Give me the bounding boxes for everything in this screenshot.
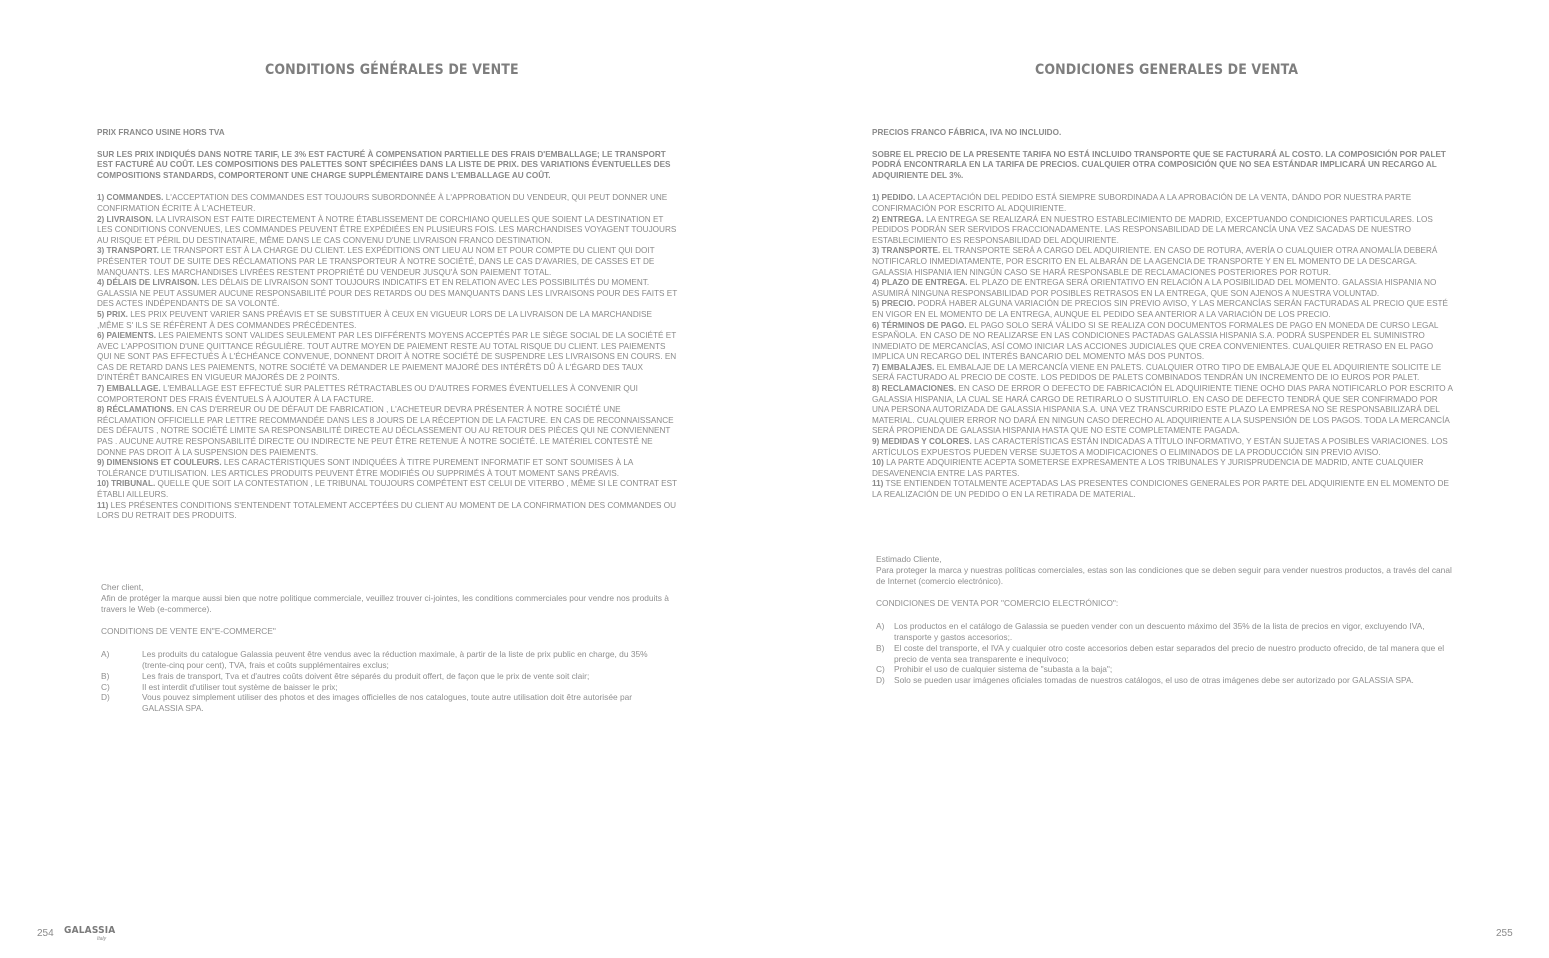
left-page <box>0 0 774 958</box>
clause-text: LES PRÉSENTES CONDITIONS S'ENTENDENT TOTALEMENT ACCEPTÉES DU CLIENT AU MOMENT DE LA CONFIRMATION DES COMMANDES OU LORS DU RETRAIT DES PRODUITS. <box>97 500 677 521</box>
intro-paragraph: SUR LES PRIX INDIQUÉS DANS NOTRE TARIF, LE 3% EST FACTURÉ À COMPENSATION PARTIELLE DES FRAIS D'EMBALLAGE; LE TRANSPORT EST FACTURÉ AU COÛT. LES COMPOSITIONS DES PALETTES SONT SPÉCIFIÉES DANS LA LISTE DE PRIX. DES VARIATIONS ÉVENTUELLES DES COMPOSITIONS STANDARDS, COMPORTERONT UNE CHARGE SUPPLÉMENTAIRE DANS L'EMBALLAGE AU COÛT. <box>97 149 671 180</box>
clause-item <box>872 384 1455 437</box>
ecommerce-section-spanish <box>876 554 1456 686</box>
page-number: 255 <box>1496 928 1513 939</box>
ecommerce-item-letter: A) <box>876 621 885 632</box>
clause-heading: 6) PAIEMENTS. <box>97 331 156 341</box>
clause-text: EN CAS D'ERREUR OU DE DÉFAUT DE FABRICATION , L'ACHETEUR DEVRA PRÉSENTER À NOTRE SOCIÉTÉ UNE RÉCLAMATION OFFICIELLE PAR LETTRE RECOMMANDÉE DANS LES 8 JOURS DE LA RÉCEPTION DE LA FACTURE. EN CAS DE RECONNAISSANCE DES DÉFAUTS , NOTRE SOCIÉTÉ LIMITE SA RESPONSABILITÉ DIRECTE AU DÉCLASSEMENT OU AU RETOUR DES PIÈCES QUI NE CONVIENNENT PAS . AUCUNE AUTRE RESPONSABILITÉ DIRECTE OU INDIRECTE NE PEUT ÊTRE RETENUE À NOTRE SOCIÉTÉ. LE MATÉRIEL CONTESTÉ NE DONNE PAS DROIT À LA SUSPENSION DES PAIEMENTS. <box>97 405 674 457</box>
ecommerce-item <box>101 682 671 693</box>
clause-item <box>872 246 1455 278</box>
clauses-list <box>872 193 1455 500</box>
right-page <box>775 0 1549 958</box>
brand-logo: GALASSIA <box>64 925 116 936</box>
clause-heading: 11) <box>872 479 884 489</box>
clause-item <box>97 479 678 500</box>
clause-text: PODRÁ HABER ALGUNA VARIACIÓN DE PRECIOS SIN PREVIO AVISO, Y LAS MERCANCÍAS SERÁN FACTURADAS AL PRECIO QUE ESTÉ EN VIGOR EN EL MOMENTO DE LA ENTREGA, AUNQUE EL PEDIDO SEA ANTERIOR A LA VARIACIÓN DE LOS PRECIO. <box>872 299 1449 319</box>
clause-text: LES CARACTÉRISTIQUES SONT INDIQUÉES À TITRE PUREMENT INFORMATIF ET SONT SOUMISES À LA TOLÉRANCE D'UTILISATION. LES ARTICLES PRODUITS PEUVENT ÊTRE MODIFIÉS OU SUPPRIMÉS À TOUT MOMENT SANS PRÉAVIS. <box>97 458 633 478</box>
ecommerce-item-text: Les frais de transport, Tva et d'autres coûts doivent être séparés du produit offert, de façon que le prix de vente soit clair; <box>142 670 590 681</box>
clause-heading: 7) EMBALLAGE. <box>97 384 161 394</box>
clause-heading: 11) <box>97 500 109 510</box>
ecommerce-item-text: El coste del transporte, el IVA y cualquier otro coste accesorios deben estar separados del precio de nuestro producto ofrecido, de tal manera que el precio de venta sea transparente e inequívoco; <box>894 642 1445 664</box>
clause-item <box>872 363 1455 384</box>
ecommerce-item-letter: C) <box>876 664 885 675</box>
clause-heading: 8) RÉCLAMATIONS. <box>97 405 175 415</box>
clause-text: LES DÉLAIS DE LIVRAISON SONT TOUJOURS INDICATIFS ET EN RELATION AVEC LES POSSIBILITÉS DU MOMENT. GALASSIA NE PEUT ASSUMER AUCUNE RESPONSABILITÉ POUR DES RETARDS OU DES MANQUANTS DANS LES LIVRAISONS POUR DES FAITS ET DES ACTES INDÉPENDANTS DE SA VOLONTÉ. <box>97 278 678 309</box>
clause-text: LE TRANSPORT EST À LA CHARGE DU CLIENT. LES EXPÉDITIONS ONT LIEU AU NOM ET POUR COMPTE DU CLIENT QUI DOIT PRÉSENTER TOUT DE SUITE DES RÉCLAMATIONS PAR LE TRANSPORTEUR À NOTRE SOCIÉTÉ, DANS LE CAS D'AVARIES, DE CASSES ET DE MANQUANTS. LES MARCHANDISES LIVRÉES RESTENT PROPRIÉTÉ DU VENDEUR JUSQU'À SON PAIEMENT TOTAL. <box>97 246 655 277</box>
terms-block-spanish <box>872 128 1455 501</box>
clause-text: TSE ENTIENDEN TOTALMENTE ACEPTADAS LAS PRESENTES CONDICIONES GENERALES POR PARTE DEL ADQUIRIENTE EN EL MOMENTO DE LA REALIZACIÓN DE UN PEDIDO O EN LA RETIRADA DE MATERIAL. <box>872 479 1449 499</box>
intro-heading: PRIX FRANCO USINE HORS TVA <box>97 128 225 137</box>
clause-text: EL PLAZO DE ENTREGA SERÁ ORIENTATIVO EN RELACIÓN A LA POSIBILIDAD DEL MOMENTO. GALASSIA HISPANIA NO ASUMIRÁ NINGUNA RESPONSABILIDAD POR POSIBLES RETRASOS EN LA ENTREGA, QUE SON AJENOS A NUESTRA VOLUNTAD. <box>872 278 1437 298</box>
clause-item <box>97 501 678 522</box>
clause-text: EL PAGO SOLO SERÁ VÁLIDO SI SE REALIZA CON DOCUMENTOS FORMALES DE PAGO EN MONEDA DE CURSO LEGAL ESPAÑOLA. EN CASO DE NO REALIZARSE EN LAS CONDICIONES PACTADAS GALASSIA HISPANIA S.A. PODRÁ SUSPENDER EL SUMINISTRO INMEDIATO DE MERCANCÍAS, ASÍ COMO INICIAR LAS ACCIONES JUDICIALES QUE CREA CONVENIENTES. CUALQUIER RETRASO EN EL PAGO IMPLICA UN RECARGO DEL INTERÉS BANCARIO DEL MOMENTO MÁS DOS PUNTOS. <box>872 320 1439 362</box>
clause-heading: 5) PRIX. <box>97 309 128 319</box>
clause-item <box>97 405 678 458</box>
ecommerce-item-letter: D) <box>876 675 885 686</box>
ecommerce-item <box>876 675 1456 686</box>
clause-text: L'EMBALLAGE EST EFFECTUÉ SUR PALETTES RÉTRACTABLES OU D'AUTRES FORMES ÉVENTUELLES À CONVENIR QUI COMPORTERONT DES FRAIS ÉVENTUELS À AJOUTER À LA FACTURE. <box>97 384 638 404</box>
ecommerce-item-text: Les produits du catalogue Galassia peuvent être vendus avec la réduction maximale, à partir de la liste de prix public en charge, du 35% (trente-cinq pour cent), TVA, frais et coûts supplémentaires exclus; <box>142 649 648 670</box>
clause-heading: 3) TRANSPORT. <box>97 246 159 256</box>
ecommerce-intro: Afin de protéger la marque aussi bien que notre politique commerciale, veuillez trouver ci-jointes, les conditions commerciales pour vendre nos produits à travers le Web (e-commerce). <box>101 592 669 614</box>
brand-logo-subtitle: Italy <box>97 936 107 942</box>
intro-heading: PRECIOS FRANCO FÁBRICA, IVA NO INCLUIDO. <box>872 128 1062 137</box>
clause-item <box>97 331 678 384</box>
clause-text: LA PARTE ADQUIRIENTE ACEPTA SOMETERSE EXPRESAMENTE A LOS TRIBUNALES Y JURISPRUDENCIA DE MADRID, ANTE CUALQUIER DESAVENENCIA ENTRE LAS PARTES. <box>872 458 1424 478</box>
ecommerce-item-text: Il est interdit d'utiliser tout système de baisser le prix; <box>142 681 338 692</box>
clause-item <box>872 321 1455 363</box>
clause-text: LES PRIX PEUVENT VARIER SANS PRÉAVIS ET SE SUBSTITUER À CEUX EN VIGUEUR LORS DE LA LIVRAISON DE LA MARCHANDISE ,MÊME S' ILS SE RÉFÈRENT À DES COMMANDES PRÉCÉDENTES. <box>97 309 652 330</box>
ecommerce-item-text: Vous pouvez simplement utiliser des photos et des images officielles de nos catalogues, toute autre utilisation doit être autorisée par GALASSIA SPA. <box>142 692 633 714</box>
clause-text: LA LIVRAISON EST FAITE DIRECTEMENT À NOTRE ÉTABLISSEMENT DE CORCHIANO QUELLES QUE SOIENT LA DESTINATION ET LES CONDITIONS CONVENUES, LES COMMANDES PEUVENT ÊTRE EXPÉDIÉES EN PLUSIEURS FOIS. LES MARCHANDISES VOYAGENT TOUJOURS AU RISQUE ET PÉRIL DU DESTINATAIRE, MÊME DANS LE CAS CONVENU D'UNE LIVRAISON FRANCO DESTINATION. <box>97 214 677 245</box>
page-title-french: CONDITIONS GÉNÉRALES DE VENTE <box>265 62 519 78</box>
clause-heading: 8) RECLAMACIONES. <box>872 384 957 394</box>
ecommerce-item <box>876 621 1456 643</box>
clause-item <box>97 278 678 310</box>
ecommerce-item <box>101 649 671 671</box>
clause-item <box>872 215 1455 247</box>
greeting: Estimado Cliente, <box>876 554 942 564</box>
clause-heading: 9) MEDIDAS Y COLORES. <box>872 437 972 447</box>
clause-item <box>872 437 1455 458</box>
clause-heading: 9) DIMENSIONS ET COULEURS. <box>97 458 222 468</box>
clause-item <box>872 193 1455 214</box>
ecommerce-item-letter: B) <box>876 642 885 653</box>
clause-text: L'ACCEPTATION DES COMMANDES EST TOUJOURS SUBORDONNÉE À L'APPROBATION DU VENDEUR, QUI PEUT DONNER UNE CONFIRMATION ÉCRITE À L'ACHETEUR. <box>97 193 668 213</box>
clause-heading: 2) LIVRAISON. <box>97 214 154 224</box>
ecommerce-item-text: Los productos en el catálogo de Galassia se pueden vender con un descuento máximo del 35% de la lista de precios en vigor, excluyendo IVA, transporte y gastos accesorios;. <box>894 621 1425 642</box>
page-number: 254 <box>37 928 54 939</box>
clause-item <box>872 479 1455 500</box>
clause-text: LA ACEPTACIÓN DEL PEDIDO ESTÁ SIEMPRE SUBORDINADA A LA APROBACIÓN DE LA VENTA, DÁNDO POR NUESTRA PARTE CONFIRMACIÓN POR ESCRITO AL ADQUIRIENTE. <box>872 193 1412 213</box>
clause-heading: 10) TRIBUNAL. <box>97 479 156 489</box>
terms-block-french <box>97 128 678 522</box>
page-title-spanish: CONDICIONES GENERALES DE VENTA <box>1035 62 1299 78</box>
clause-heading: 7) EMBALAJES. <box>872 362 935 372</box>
clause-text: EN CASO DE ERROR O DEFECTO DE FABRICACIÓN EL ADQUIRIENTE TIENE OCHO DIAS PARA NOTIFICARLO POR ESCRITO A GALASSIA HISPANIA, LA CUAL SE HARÁ CARGO DE RETIRARLO O SUSTITUIRLO. EN CASO DE DEFECTO TENDRÁ QUE SER CONFIRMADO POR UNA PERSONA AUTORIZADA DE GALASSIA HISPANIA S.A. UNA VEZ TRANSCURRIDO ESTE PLAZO LA EMPRESA NO SE RESPONSABILIZARÁ DEL MATERIAL. CUALQUIER ERROR NO DARÁ EN NINGUN CASO DERECHO AL ADQUIRIENTE A LA SUSPENSIÓN DE LOS PAGOS. TODA LA MERCANCÍA SERÁ PROPIENDA DE GALASSIA HISPANIA HASTA QUE NO ESTE COMPLETAMENTE PAGADA. <box>872 384 1453 436</box>
clause-text: LES PAIEMENTS SONT VALIDES SEULEMENT PAR LES DIFFÉRENTS MOYENS ACCEPTÉS PAR LE SIÈGE SOCIAL DE LA SOCIÉTÉ ET AVEC L'APPOSITION D'UNE QUITTANCE RÉGULIÈRE. TOUT AUTRE MOYEN DE PAIEMENT RESTE AU TOTAL RISQUE DU CLIENT. LES PAIEMENTS QUI NE SONT PAS EFFECTUÉS À L'ÉCHÉANCE CONVENUE, DONNENT DROIT À NOTRE SOCIÉTÉ DE SUSPENDRE LES LIVRAISONS EN COURS. EN CAS DE RETARD DANS LES PAIEMENTS, NOTRE SOCIÉTÉ VA DEMANDER LE PAIEMENT MAJORÉ DES INTÉRÊTS DÛ À L'ÉGARD DES TAUX D'INTÉRÊT BANCAIRES EN VIGUEUR MAJORÉS DE 2 POINTS. <box>97 331 677 383</box>
ecommerce-item-text: Solo se pueden usar imágenes oficiales tomadas de nuestros catálogos, el uso de otras imágenes debe ser autorizado por GALASSIA SPA. <box>894 675 1414 686</box>
greeting: Cher client, <box>101 582 144 592</box>
clause-item <box>872 299 1455 320</box>
ecommerce-item-letter: A) <box>101 649 110 660</box>
ecommerce-item-letter: B) <box>101 670 110 681</box>
clause-text: EL EMBALAJE DE LA MERCANCÍA VIENE EN PALETS. CUALQUIER OTRO TIPO DE EMBALAJE QUE EL ADQUIRIENTE SOLICITE LE SERÁ FACTURADO AL PRECIO DE COSTE. LOS PEDIDOS DE PALETS COMBINADOS TENDRÁN UN INCREMENTO DE IO EUROS POR PALET. <box>872 362 1442 383</box>
clause-item <box>97 458 678 479</box>
clause-text: EL TRANSPORTE SERÁ A CARGO DEL ADQUIRIENTE. EN CASO DE ROTURA, AVERÍA O CUALQUIER OTRA ANOMALÍA DEBERÁ NOTIFICARLO INMEDIATAMENTE, POR ESCRITO EN EL ALBARÁN DE LA AGENCIA DE TRANSPORTE Y EN EL MOMENTO DE LA DESCARGA. GALASSIA HISPANIA IEN NINGÚN CASO SE HARÁ RESPONSABLE DE RECLAMACIONES POSTERIORES POR ROTUR. <box>872 246 1438 277</box>
ecommerce-item-text: Prohibir el uso de cualquier sistema de "subasta a la baja"; <box>894 664 1113 675</box>
clause-text: LAS CARACTERÍSTICAS ESTÁN INDICADAS A TÍTULO INFORMATIVO, Y ESTÁN SUJETAS A POSIBLES VARIACIONES. LOS ARTÍCULOS EXPUESTOS PUEDEN VERSE SUJETOS A MODIFICACIONES O ELIMINADOS DE LA PRODUCCIÓN SIN PREVIO AVISO. <box>872 437 1448 457</box>
clause-item <box>97 215 678 247</box>
ecommerce-item <box>101 692 671 714</box>
ecommerce-list <box>101 649 671 714</box>
ecommerce-item-letter: D) <box>101 692 110 703</box>
clause-heading: 10) <box>872 458 884 468</box>
clause-heading: 2) ENTREGA. <box>872 214 924 224</box>
ecommerce-title: CONDITIONS DE VENTE EN"E-COMMERCE" <box>101 626 276 637</box>
clause-heading: 4) PLAZO DE ENTREGA. <box>872 278 968 288</box>
clause-heading: 6) TÉRMINOS DE PAGO. <box>872 320 967 330</box>
ecommerce-item-letter: C) <box>101 681 110 692</box>
clause-heading: 4) DÉLAIS DE LIVRAISON. <box>97 278 200 288</box>
ecommerce-item <box>101 671 671 682</box>
intro-paragraph: SOBRE EL PRECIO DE LA PRESENTE TARIFA NO ESTÁ INCLUIDO TRANSPORTE QUE SE FACTURARÁ AL COSTO. LA COMPOSICIÓN POR PALET PODRÁ ENCONTRARLA EN LA TARIFA DE PRECIOS. CUALQUIER OTRA COMPOSICIÓN QUE NO SEA ESTÁNDAR IMPLICARÁ UN RECARGO AL ADQUIRIENTE DEL 3%. <box>872 149 1446 180</box>
ecommerce-title: CONDICIONES DE VENTA POR "COMERCIO ELECTRÓNICO": <box>876 598 1119 609</box>
clause-heading: 1) PEDIDO. <box>872 193 916 203</box>
ecommerce-intro: Para proteger la marca y nuestras políticas comerciales, estas son las condiciones que se deben seguir para vender nuestros productos, a través del canal de Internet (comercio electrónico). <box>876 564 1452 586</box>
clause-item <box>97 384 678 405</box>
clause-text: LA ENTREGA SE REALIZARÁ EN NUESTRO ESTABLECIMIENTO DE MADRID, EXCEPTUANDO CONDICIONES PARTICULARES. LOS PEDIDOS PODRÁN SER SERVIDOS FRACCIONADAMENTE. LAS RESPONSABILIDAD DE LA MERCANCÍA UNA VEZ SACADAS DE NUESTRO ESTABLECIMIENTO ES RESPONSABILIDAD DEL ADQUIRIENTE. <box>872 214 1433 245</box>
clause-item <box>872 458 1455 479</box>
clauses-list <box>97 193 678 521</box>
ecommerce-item <box>876 643 1456 665</box>
clause-text: QUELLE QUE SOIT LA CONTESTATION , LE TRIBUNAL TOUJOURS COMPÉTENT EST CELUI DE VITERBO , MÊME SI LE CONTRAT EST ÉTABLI AILLEURS. <box>97 479 677 499</box>
clause-heading: 3) TRANSPORTE. <box>872 246 941 256</box>
clause-heading: 5) PRECIO. <box>872 299 916 309</box>
ecommerce-list <box>876 621 1456 686</box>
ecommerce-section-french <box>101 582 671 714</box>
clause-heading: 1) COMMANDES. <box>97 193 164 203</box>
clause-item <box>97 193 678 214</box>
clause-item <box>97 310 678 331</box>
clause-item <box>97 246 678 278</box>
ecommerce-item <box>876 664 1456 675</box>
clause-item <box>872 278 1455 299</box>
